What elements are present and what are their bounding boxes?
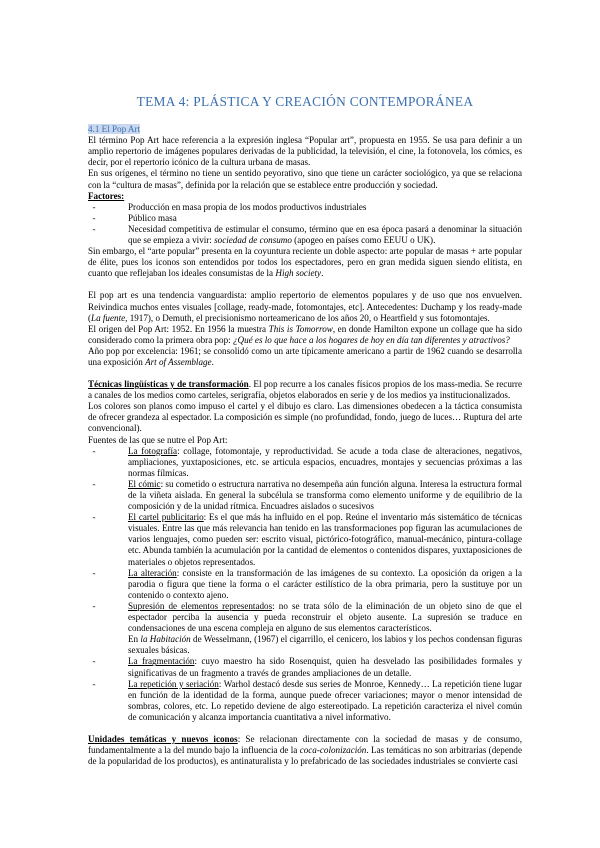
- dash-marker: -: [92, 223, 96, 234]
- unidades-heading: Unidades temáticas y nuevos iconos: [88, 733, 238, 744]
- factores-label: Factores:: [88, 190, 125, 201]
- list-item: - El cómic: su cometido o estructura narrativa no desempeña aún función alguna. Interesa la estructura formal de la viñeta aislada. En general la subcélula se transforma como elemento uniforme y de equilibrio de la composición y de la unidad rítmica. Encuadres aislados o sucesivos: [88, 479, 522, 512]
- list-item: - El cartel publicitario: Es el que más ha influido en el pop. Reúne el inventario más sistemático de técnicas visuales. Entre las que más relevancia han tenido en las transformaciones pop figuran las acumulaciones de varios lenguajes, como pueden ser: escrito visual, pictórico-fotográfico, manual-mecánico, pintura-collage etc. Abunda también la acumulación por la cantidad de elementos o contenidos dispares, yuxtaposiciones de materiales o objetos representados.: [88, 512, 522, 567]
- list-item: - Producción en masa propia de los modos productivos industriales: [88, 202, 522, 213]
- dash-marker: -: [92, 212, 96, 223]
- paragraph-unidades: Unidades temáticas y nuevos iconos: Se relacionan directamente con la sociedad de masas y de consumo, fundamentalmente a la del mundo bajo la influencia de la coca-colonización. Las temáticas no son arbitrarias (depende de la popularidad de los productos), es antinaturalista y lo prefabricado de las sociedades industriales se convierte casi: [88, 733, 522, 767]
- list-item: - La repetición y seriación: Warhol destacó desde sus series de Monroe, Kennedy… La repetición tiene lugar en función de la identidad de la forma, aunque puede ofrecer variaciones; mayor o menor intensidad de sombras, colores, etc. Lo repetido deviene de algo estereotipado. La repetición caracteriza el nivel común de comunicación y alcanza importancia cuantitativa a nivel informativo.: [88, 679, 522, 723]
- paragraph-popular-art: Sin embargo, el “arte popular” presenta en la coyuntura reciente un doble aspecto: arte popular de masas + arte popular de élite, pues los iconos son entendidos por todos los espectadores, pero en gran medida siguen siendo elitista, en cuanto que reflejaban los ideales consumistas de la High society.: [88, 246, 522, 279]
- dash-marker: -: [92, 512, 96, 523]
- paragraph-intro: El término Pop Art hace referencia a la expresión inglesa “Popular art”, propuesta en 1955. Se usa para definir a un amplio repertorio de imágenes populares derivadas de la publicidad, la televisión, el cine, la fotonovela, los cómics, es decir, por el repertorio icónico de la cultura urbana de masas.: [88, 135, 522, 168]
- list-item: - Público masa: [88, 213, 522, 224]
- factores-list: [88, 202, 522, 246]
- paragraph-1961: Año pop por excelencia: 1961; se consolidó como un arte típicamente americano a partir de 1962 cuando se desarrolla una exposición Art of Assemblage.: [88, 345, 522, 367]
- document-page: [88, 96, 522, 767]
- paragraph-fuentes-intro: Fuentes de las que se nutre el Pop Art:: [88, 434, 228, 445]
- list-item: - La alteración: consiste en la transformación de las imágenes de su contexto. La oposición da origen a la parodia o figura que tiene la forma o el carácter estilístico de la obra primaria, pero la sustituye por un contenido o contexto ajeno.: [88, 568, 522, 601]
- document-title: TEMA 4: PLÁSTICA Y CREACIÓN CONTEMPORÁNEA: [136, 94, 474, 109]
- paragraph-vanguardia: El pop art es una tendencia vanguardista: amplio repertorio de elementos populares y de uso que nos envuelven. Reivindica muchos entes visuales [collage, ready-made, fotomontajes, etc]. Antecedentes: Duchamp y los ready-made (La fuente, 1917), o Demuth, el precisionismo norteamericano de los años 20, o Heartfield y sus fotomontajes.: [88, 290, 522, 323]
- paragraph-colores: Los colores son planos como impuso el cartel y el dibujo es claro. Las dimensiones obedecen a la táctica consumista de ofrecer grandeza al espectador. La composición es simple (no profundidad, fondo, juego de luces… Ruptura del arte convencional).: [88, 401, 522, 434]
- dash-marker: -: [92, 445, 96, 456]
- paragraph-origins: En sus orígenes, el término no tiene un sentido peyorativo, sino que tiene un carácter sociológico, ya que se relaciona con la “cultura de masas”, definida por la relación que se establece entre producción y sociedad.: [88, 168, 522, 190]
- list-item: - Supresión de elementos representados: no se trata sólo de la eliminación de un objeto sino de que el espectador perciba la ausencia y pueda reconstruir el objeto ausente. La supresión se traduce en condensaciones de una escena compleja en alguno de sus elementos característicos. En la Habitación de Wesselmann, (1967) el cigarrillo, el cenicero, los labios y los pechos condensan figuras sexuales básicas.: [88, 601, 522, 656]
- section-heading-paragraph: [88, 124, 522, 135]
- dash-marker: -: [92, 567, 96, 578]
- dash-marker: -: [92, 678, 96, 689]
- tecnicas-heading: Técnicas lingüísticas y de transformación: [88, 379, 249, 390]
- fuentes-list: [88, 446, 522, 723]
- list-item: - Necesidad competitiva de estimular el consumo, término que en esa época pasará a denominar la situación que se empieza a vivir: sociedad de consumo (apogeo en países como EEUU o UK).: [88, 224, 522, 246]
- dash-marker: -: [92, 600, 96, 611]
- paragraph-origen: El origen del Pop Art: 1952. En 1956 la muestra This is Tomorrow, en donde Hamilton expone un collage que ha sido considerado como la primera obra pop: ¿Qué es lo que hace a los hogares de hoy en día tan diferentes y atractivos?: [88, 323, 522, 345]
- dash-marker: -: [92, 201, 96, 212]
- dash-marker: -: [92, 656, 96, 667]
- list-item: - La fotografía: collage, fotomontaje, y reproductividad. Se acude a toda clase de alteraciones, negativos, ampliaciones, yuxtaposiciones, etc. se articula espacios, encuadres, montajes y secuencias próximas a las normas fílmicas.: [88, 446, 522, 479]
- paragraph-tecnicas: Técnicas lingüísticas y de transformación. El pop recurre a los canales físicos propios de los mass-media. Se recurre a canales de los medios como carteles, serigrafía, objetos elaborados en serie y de los medios ya institucionalizados.: [88, 379, 522, 401]
- factores-label-paragraph: [88, 191, 522, 202]
- list-item: - La fragmentación: cuyo maestro ha sido Rosenquist, quien ha desvelado las posibilidades formales y significativas de un fragmento a través de grandes ampliaciones de un detalle.: [88, 656, 522, 678]
- dash-marker: -: [92, 478, 96, 489]
- section-heading: 4.1 El Pop Art: [88, 124, 141, 135]
